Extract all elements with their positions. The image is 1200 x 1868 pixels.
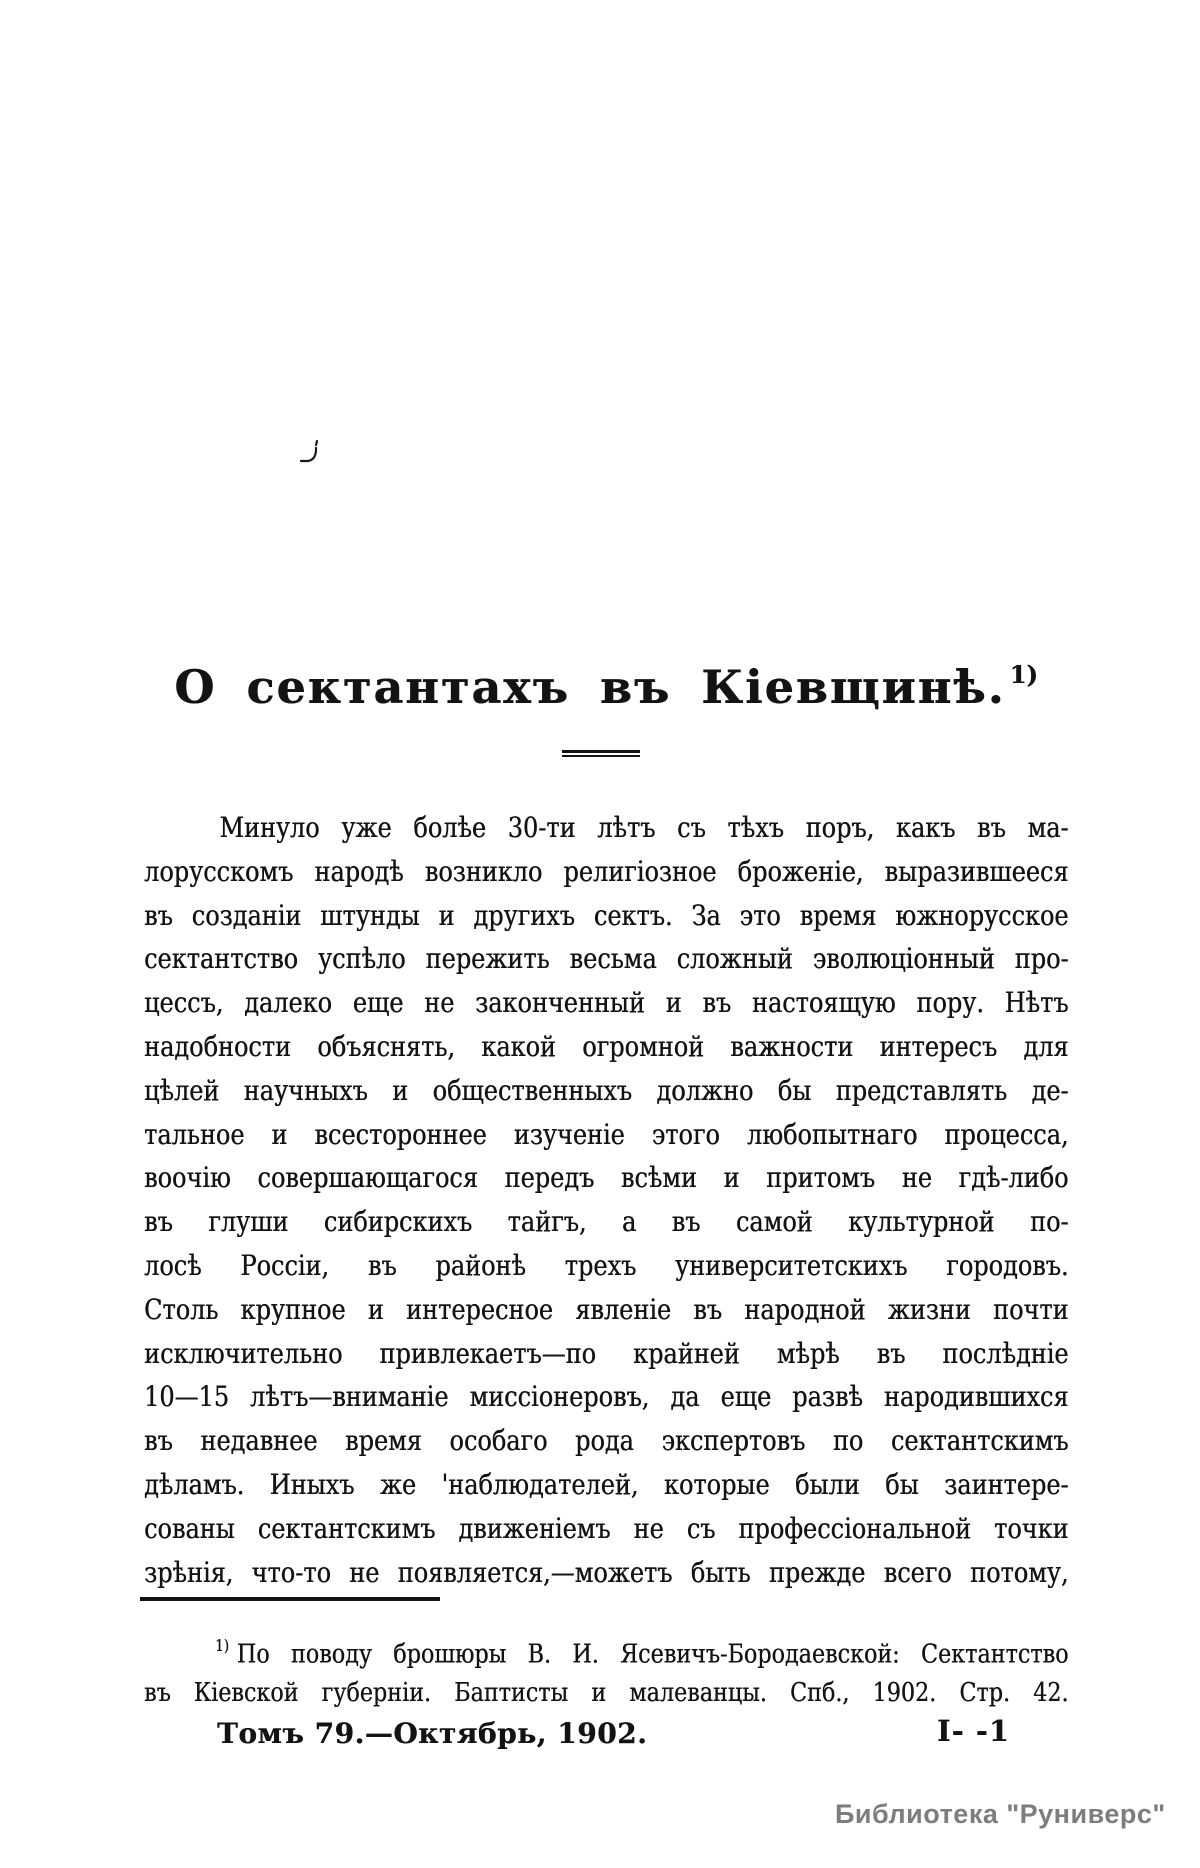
body-paragraph [144, 806, 1068, 1594]
body-line: лорусскомъ народѣ возникло религіозное броженіе, выразившееся [144, 854, 1069, 888]
footnote-line: въ Кіевской губерніи. Баптисты и малеванцы. Спб., 1902. Стр. 42. [144, 1677, 1069, 1708]
page-title-text: О сектантахъ въ Кіевщинѣ. [174, 660, 1006, 714]
footnote-line [144, 1629, 1068, 1674]
body-line: цессъ, далеко еще не законченный и въ настоящую пору. Нѣтъ [144, 986, 1069, 1020]
stray-ink-mark-icon [300, 440, 320, 468]
body-line: исключительно привлекаетъ—по крайней мѣрѣ въ послѣдніе [144, 1336, 1069, 1370]
body-line: 10—15 лѣтъ—вниманіе миссіонеровъ, да еще развѣ народившихся [144, 1380, 1069, 1414]
body-line: лосѣ Россіи, въ районѣ трехъ университетскихъ городовъ. [144, 1248, 1069, 1282]
title-divider-rule [562, 750, 640, 757]
body-line: воочію совершающагося передъ всѣми и притомъ не гдѣ-либо [144, 1161, 1069, 1195]
body-line: надобности объяснять, какой огромной важности интересъ для [144, 1029, 1069, 1063]
footnote [144, 1629, 1068, 1712]
body-line: дѣламъ. Иныхъ же 'наблюдателей, которые были бы заинтере- [144, 1467, 1069, 1501]
body-line: Столь крупное и интересное явленіе въ народной жизни почти [144, 1292, 1069, 1326]
footer-signature-mark: I- -1 [937, 1714, 1010, 1748]
body-line: тальное и всестороннее изученіе этого любопытнаго процесса, [144, 1117, 1069, 1151]
body-line: цѣлей научныхъ и общественныхъ должно бы представлять де- [144, 1073, 1069, 1107]
footnote-text: По поводу брошюры В. И. Ясевичъ-Бородаевской: Сектантство [236, 1639, 1069, 1670]
footnote-marker: 1) [215, 1636, 230, 1655]
body-line: сованы сектантскимъ движеніемъ не съ профессіональной точки [144, 1511, 1069, 1545]
body-line: зрѣнія, что-то не появляется,—можетъ быть прежде всего потому, [144, 1555, 1069, 1589]
title-footnote-reference: 1) [1009, 660, 1038, 689]
body-line: въ глуши сибирскихъ тайгъ, а въ самой культурной по- [144, 1205, 1069, 1239]
body-line: Минуло уже болѣе 30-ти лѣтъ съ тѣхъ поръ, какъ въ ма- [219, 811, 1069, 844]
body-line: въ недавнее время особаго рода экспертовъ по сектантскимъ [144, 1424, 1069, 1458]
page-title [144, 658, 1068, 724]
footnote-separator-rule [140, 1597, 440, 1601]
library-watermark: Библиотека "Руниверс" [835, 1799, 1166, 1829]
body-line: сектантство успѣло пережить весьма сложный эволюціонный про- [144, 942, 1069, 976]
body-line: въ созданіи штунды и другихъ сектъ. За это время южнорусское [144, 898, 1069, 932]
footer-volume-date: Томъ 79.—Октябрь, 1902. [217, 1717, 648, 1750]
